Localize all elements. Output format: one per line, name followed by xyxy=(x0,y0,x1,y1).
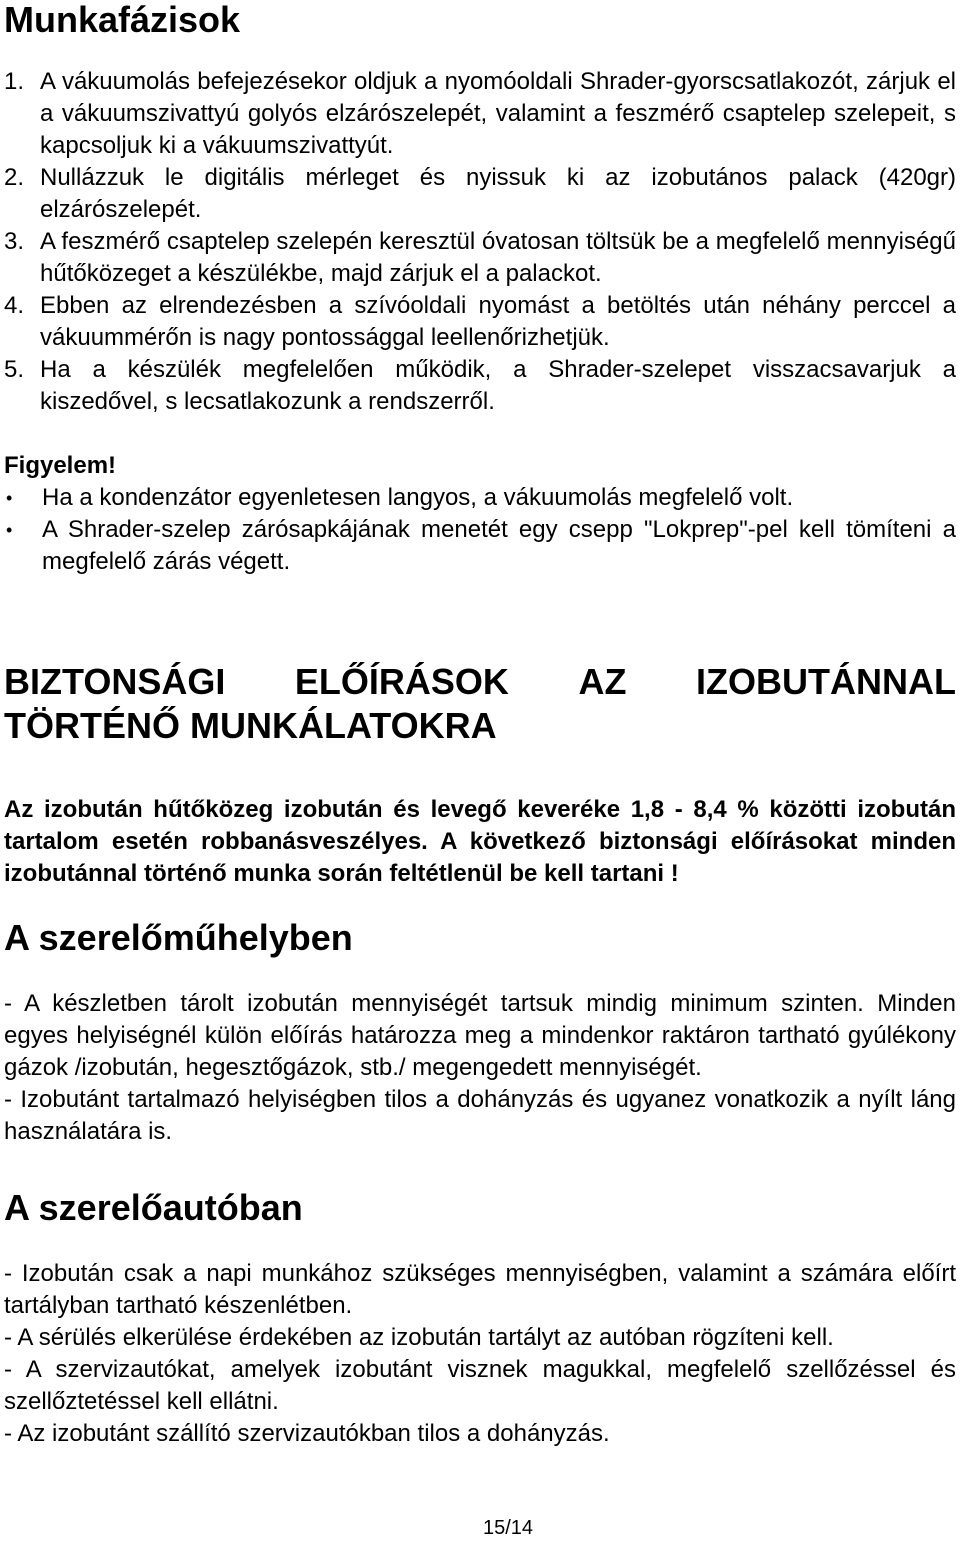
step-number: 2. xyxy=(4,164,25,191)
list-item xyxy=(4,162,956,226)
bullet-icon: • xyxy=(6,488,13,508)
safety-title xyxy=(4,660,956,748)
step-text: A feszmérő csaptelep szelepén keresztül óvatosan töltsük be a megfelelő mennyiségű hűtőközeget a készülékbe, majd zárjuk el a palackot. xyxy=(40,228,956,287)
step-number: 5. xyxy=(4,356,25,383)
list-item xyxy=(4,290,956,354)
car-paragraph: - Az izobutánt szállító szervizautókban tilos a dohányzás. xyxy=(4,1419,610,1447)
step-number: 4. xyxy=(4,292,25,319)
safety-title-word: ELŐÍRÁSOK xyxy=(294,661,509,702)
car-paragraph: - A szervizautókat, amelyek izobutánt visznek magukkal, megfelelő szellőzéssel és szellőztetéssel kell ellátni. xyxy=(4,1355,956,1415)
car-heading: A szerelőautóban xyxy=(4,1186,303,1228)
bullet-icon: • xyxy=(6,520,13,540)
document-page xyxy=(4,0,956,1450)
safety-title-line-2: TÖRTÉNŐ MUNKÁLATOKRA xyxy=(4,705,497,746)
bullet-text: A Shrader-szelep zárósapkájának menetét egy csepp "Lokprep"-pel kell tömíteni a megfelelő zárás végett. xyxy=(42,516,956,575)
car-paragraph: - A sérülés elkerülése érdekében az izobután tartályt az autóban rögzíteni kell. xyxy=(4,1323,834,1351)
step-text: Ebben az elrendezésben a szívóoldali nyomást a betöltés után néhány perccel a vákuummérőn is nagy pontossággal leellenőrizhetjük. xyxy=(40,292,956,351)
step-text: Ha a készülék megfelelően működik, a Shrader-szelepet visszacsavarjuk a kiszedővel, s lecsatlakozunk a rendszerről. xyxy=(40,356,956,415)
safety-intro: Az izobután hűtőközeg izobután és levegő keveréke 1,8 - 8,4 % közötti izobután tartalom esetén robbanásveszélyes. A következő biztonsági előírásokat minden izobutánnal történő munka során feltétlenül be kell tartani ! xyxy=(4,796,956,887)
warning-title: Figyelem! xyxy=(4,452,117,479)
car-section xyxy=(4,1258,956,1450)
step-number: 1. xyxy=(4,68,25,95)
step-text: Nullázzuk le digitális mérleget és nyissuk ki az izobutános palack (420gr) elzárószelepét. xyxy=(40,164,956,223)
car-paragraph: - Izobután csak a napi munkához szükséges mennyiségben, valamint a számára előírt tartályban tartható készenlétben. xyxy=(4,1259,956,1319)
safety-title-word: IZOBUTÁNNAL xyxy=(696,661,956,702)
list-item xyxy=(4,66,956,162)
workshop-section xyxy=(4,988,956,1148)
page-heading: Munkafázisok xyxy=(4,0,241,40)
list-item xyxy=(4,482,956,514)
step-number: 3. xyxy=(4,228,25,255)
workshop-heading: A szerelőműhelyben xyxy=(4,917,353,958)
workshop-paragraph: - Izobutánt tartalmazó helyiségben tilos a dohányzás és ugyanez vonatkozik a nyílt láng használatára is. xyxy=(4,1085,956,1145)
warning-bullet-list xyxy=(4,482,956,578)
step-text: A vákuumolás befejezésekor oldjuk a nyomóoldali Shrader-gyorscsatlakozót, zárjuk el a vákuumszivattyú golyós elzárószelepét, valamint a feszmérő csaptelep szelepeit, s kapcsoljuk ki a vákuumszivattyút. xyxy=(40,68,956,159)
list-item xyxy=(4,226,956,290)
bullet-text: Ha a kondenzátor egyenletesen langyos, a vákuumolás megfelelő volt. xyxy=(42,484,794,511)
safety-title-line-1 xyxy=(4,660,956,704)
safety-title-word: BIZTONSÁGI xyxy=(4,661,226,702)
workshop-paragraph: - A készletben tárolt izobután mennyiségét tartsuk mindig minimum szinten. Minden egyes helyiségnél külön előírás határozza meg a mindenkor raktáron tartható gyúlékony gázok /izobután, hegesztőgázok, stb./ megengedett mennyiségét. xyxy=(4,989,956,1081)
list-item xyxy=(4,514,956,578)
list-item xyxy=(4,354,956,418)
page-number: 15/14 xyxy=(482,1517,534,1539)
work-steps-list xyxy=(4,66,956,418)
safety-title-word: AZ xyxy=(578,661,627,702)
